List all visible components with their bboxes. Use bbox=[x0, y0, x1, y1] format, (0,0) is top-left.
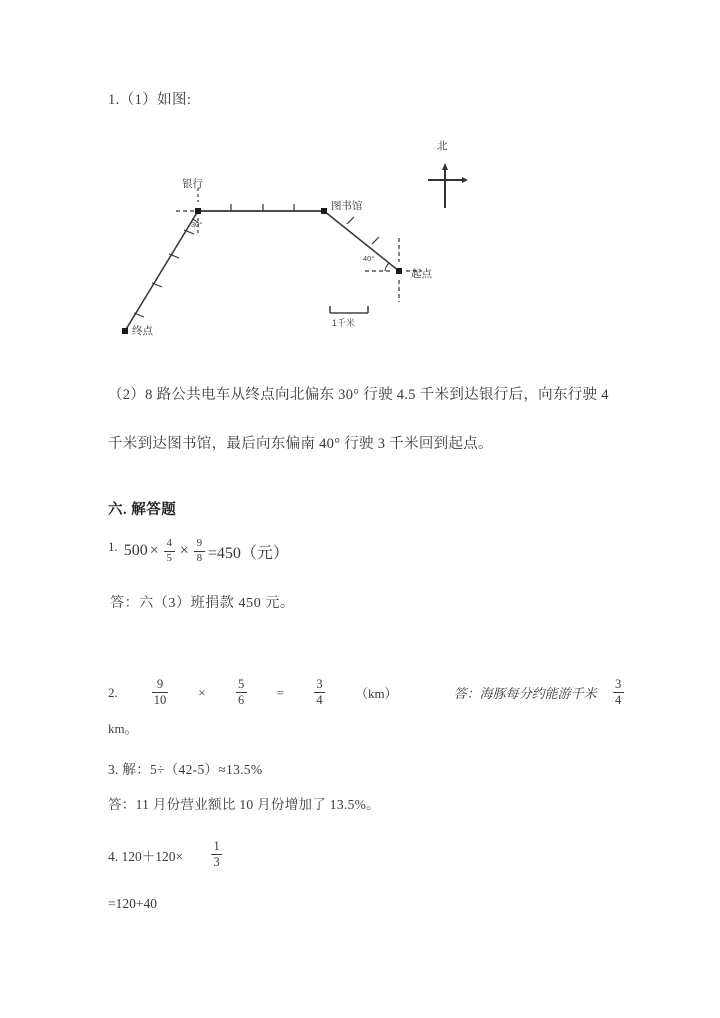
answer-2-expression bbox=[108, 678, 640, 707]
multiply-sign: × bbox=[198, 684, 206, 700]
compass-east-arrow bbox=[462, 177, 468, 183]
answer-2-unit: （km） bbox=[354, 686, 398, 702]
library-node-marker bbox=[321, 208, 327, 214]
fraction-numerator: 5 bbox=[237, 677, 245, 691]
leg-library-to-start bbox=[324, 211, 399, 271]
route-map-svg bbox=[100, 130, 480, 350]
answer-1-conclusion: 答：六（3）班捐款 450 元。 bbox=[110, 596, 295, 611]
start-node-marker bbox=[396, 268, 402, 274]
section-6-heading: 六. 解答题 bbox=[108, 502, 177, 518]
bank-label: 银行 bbox=[182, 178, 203, 190]
fraction-denominator: 10 bbox=[153, 693, 167, 708]
fraction-numerator: 3 bbox=[316, 677, 323, 691]
bank-node-marker bbox=[195, 208, 201, 214]
start-point-label: 起点 bbox=[411, 268, 432, 280]
answer-2-unit-line: km。 bbox=[108, 721, 138, 736]
answer-1-number: 1. bbox=[108, 539, 118, 554]
fraction-numerator: 9 bbox=[156, 677, 164, 691]
answer-1-operand: 500 bbox=[123, 542, 148, 560]
answer-4-number: 4. 120＋120× bbox=[108, 848, 184, 864]
fraction-9-over-10 bbox=[152, 678, 169, 707]
fraction-denominator: 6 bbox=[237, 693, 245, 708]
fraction-denominator: 4 bbox=[316, 693, 323, 708]
fraction-denominator: 4 bbox=[614, 693, 622, 708]
end-point-label: 终点 bbox=[132, 325, 153, 337]
multiply-sign-1: × bbox=[149, 542, 159, 560]
end-node-marker bbox=[122, 328, 128, 334]
fraction-4-over-5 bbox=[164, 538, 175, 564]
tick-mark bbox=[347, 217, 354, 224]
fraction-numerator: 4 bbox=[166, 537, 173, 549]
scale-bar-label: 1千米 bbox=[332, 318, 356, 328]
fraction-5-over-6 bbox=[236, 678, 247, 707]
answer-1-result: =450（元） bbox=[207, 544, 289, 562]
answer-1-expression bbox=[108, 538, 289, 564]
equals-sign: = bbox=[276, 684, 284, 700]
library-label: 图书馆 bbox=[331, 200, 363, 212]
fraction-numerator: 9 bbox=[196, 537, 203, 549]
question-1-part2-line-1: （2）8 路公共电车从终点向北偏东 30° 行驶 4.5 千米到达银行后，向东行驶 4 bbox=[108, 387, 609, 403]
fraction-1-over-3 bbox=[211, 840, 222, 869]
fraction-denominator: 3 bbox=[213, 855, 220, 870]
start-angle-label: 40° bbox=[363, 254, 375, 263]
question-1-prompt: 1.（1）如图: bbox=[108, 92, 192, 108]
north-label: 北 bbox=[437, 140, 448, 152]
answer-2-conclusion: 答：海豚每分约能游千米 bbox=[453, 686, 597, 702]
fraction-3-over-4-tail bbox=[613, 678, 624, 707]
answer-1-math bbox=[124, 538, 289, 564]
compass-north-arrow bbox=[442, 163, 448, 170]
leg-end-to-bank bbox=[125, 211, 198, 331]
answer-3-conclusion: 答：11 月份营业额比 10 月份增加了 13.5%。 bbox=[108, 797, 380, 812]
fraction-9-over-8 bbox=[194, 538, 205, 564]
fraction-numerator: 1 bbox=[213, 839, 220, 853]
question-1-part2-line-2: 千米到达图书馆，最后向东偏南 40° 行驶 3 千米回到起点。 bbox=[108, 436, 493, 452]
answer-3-solution: 3. 解：5÷（42-5）≈13.5% bbox=[108, 762, 263, 777]
fraction-3-over-4 bbox=[314, 678, 325, 707]
answer-4-step-2: =120+40 bbox=[108, 896, 157, 911]
tick-mark bbox=[372, 237, 379, 244]
fraction-denominator: 8 bbox=[196, 551, 203, 564]
route-map-diagram bbox=[100, 130, 480, 350]
bank-angle-label: 30° bbox=[191, 220, 203, 229]
fraction-numerator: 3 bbox=[614, 677, 622, 691]
multiply-sign-2: × bbox=[179, 542, 189, 560]
answer-2-number: 2. bbox=[108, 684, 118, 700]
fraction-denominator: 5 bbox=[166, 551, 173, 564]
start-angle-arc bbox=[385, 263, 389, 271]
answer-4-expression bbox=[108, 840, 225, 869]
